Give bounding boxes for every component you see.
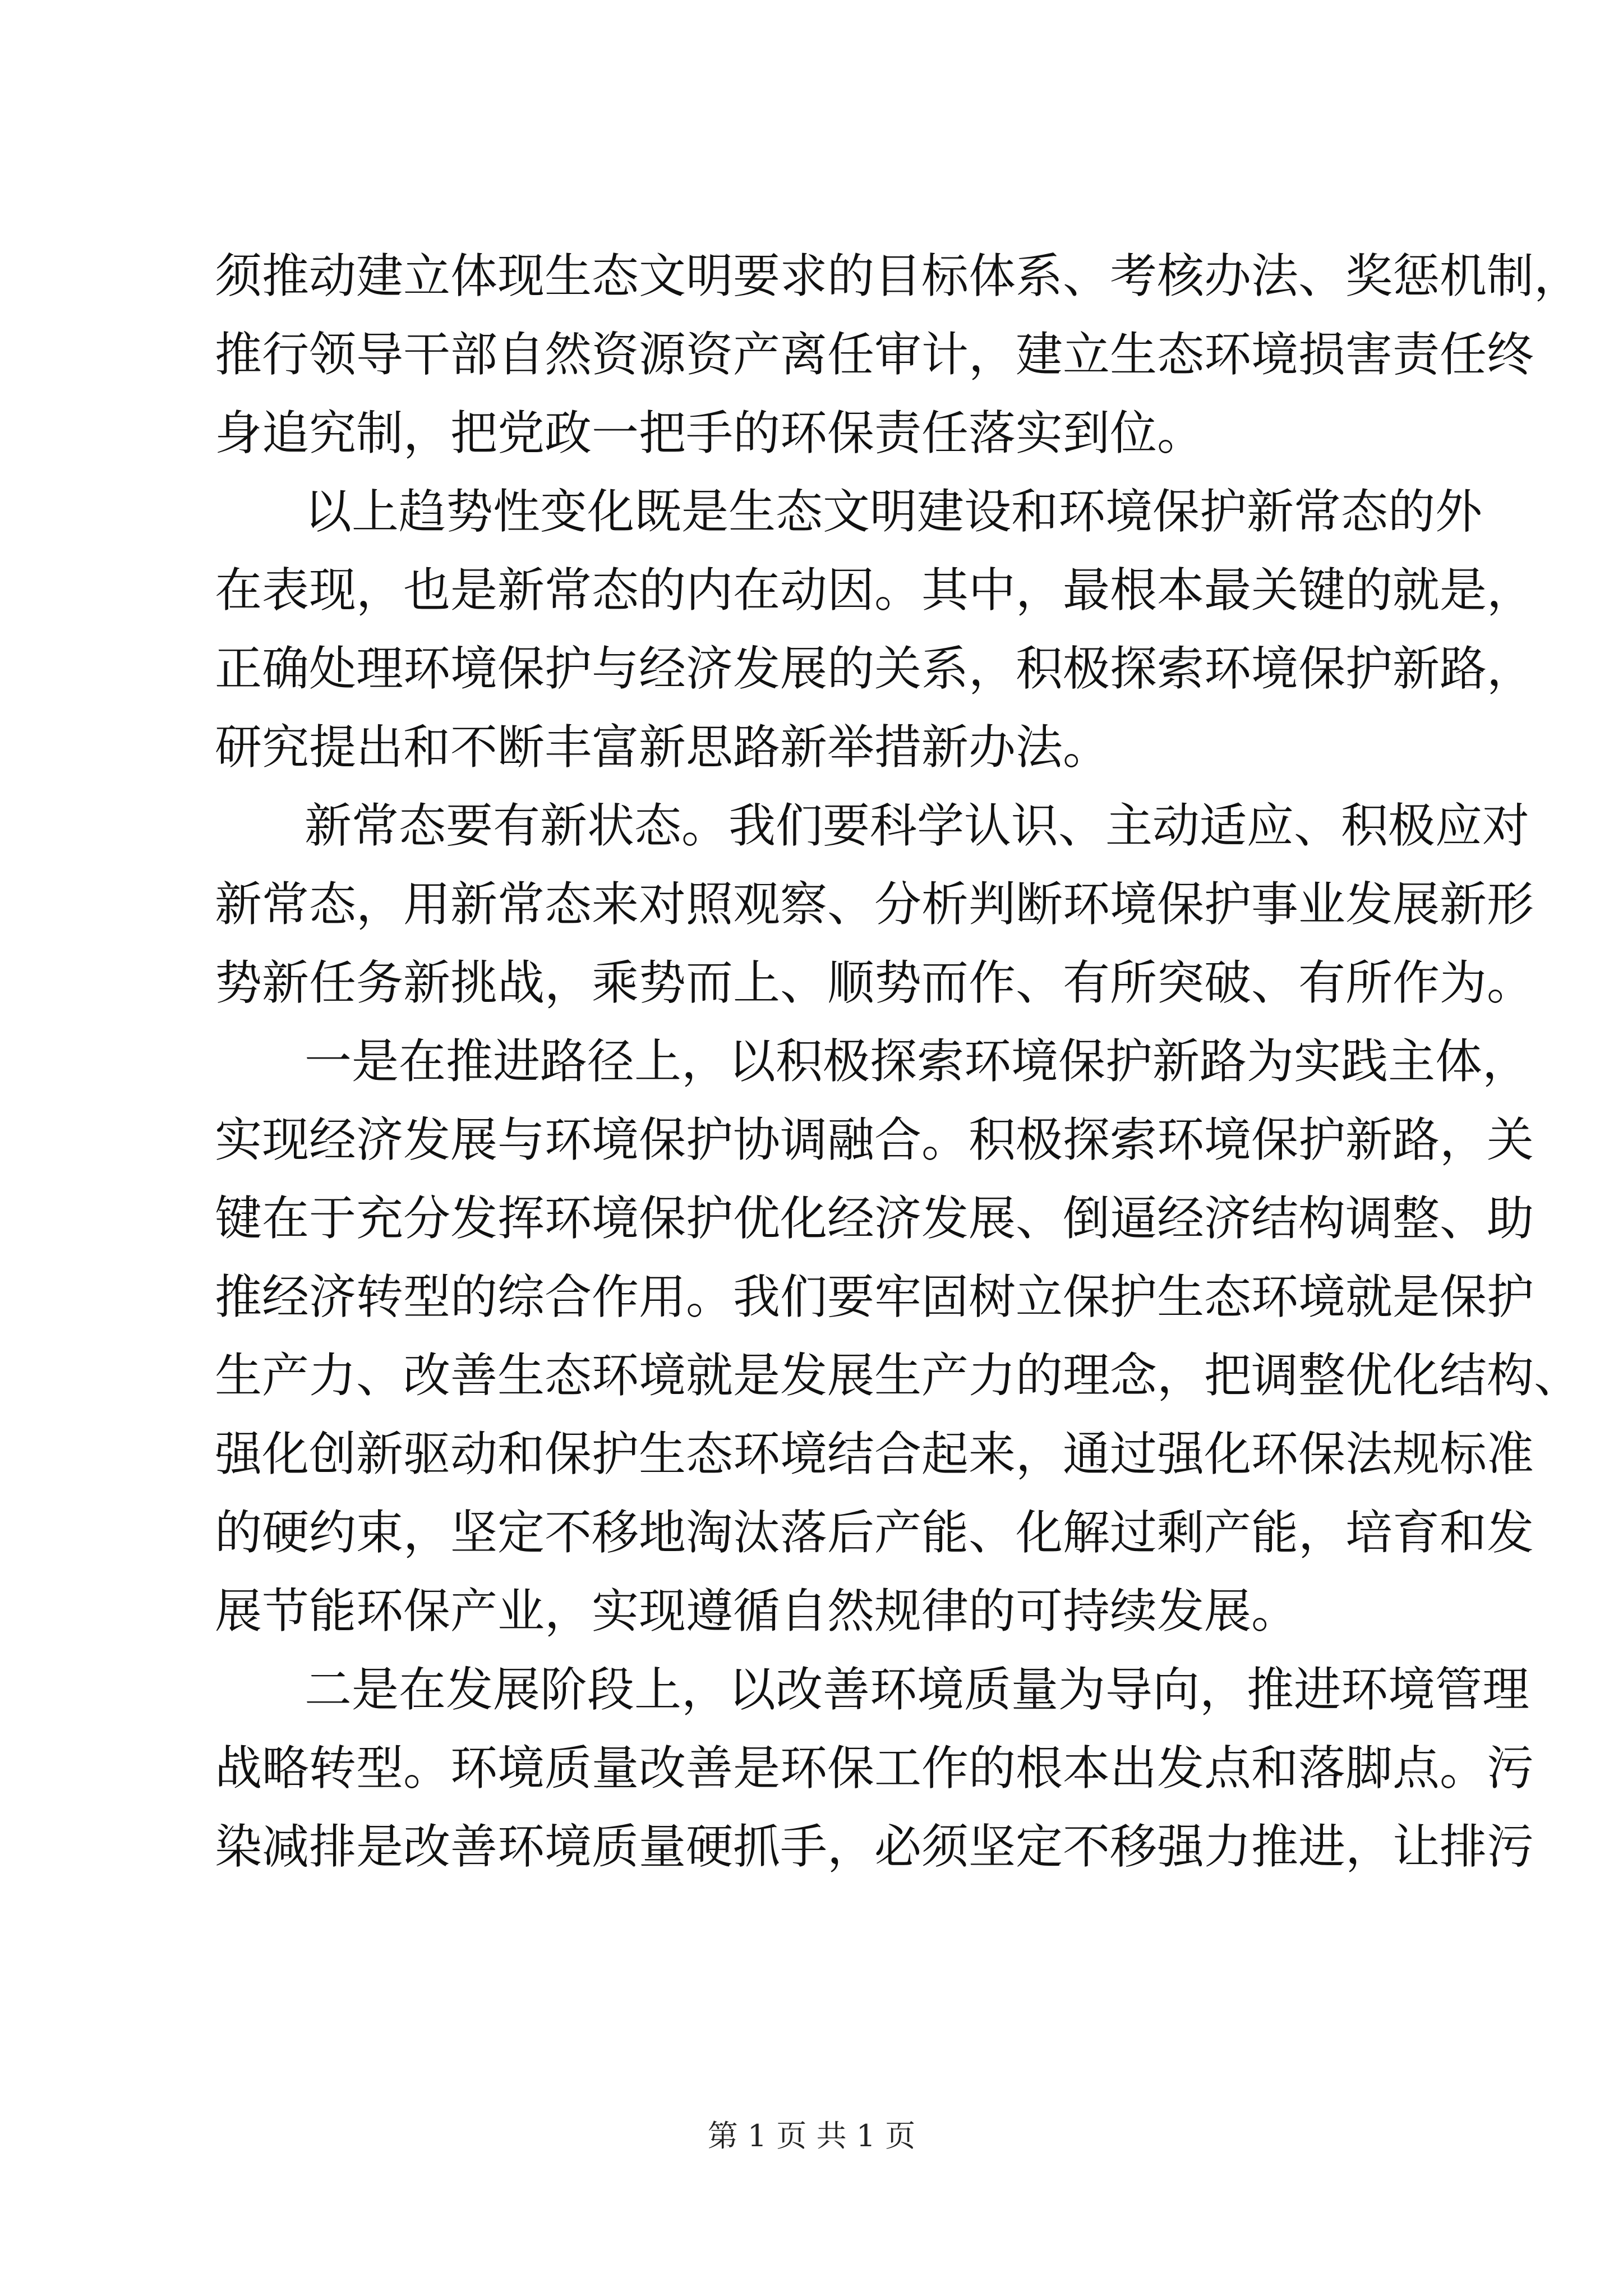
text-line: 战略转型。环境质量改善是环保工作的根本出发点和落脚点。污 bbox=[215, 1741, 1534, 1796]
text-line: 在表现，也是新常态的内在动因。其中，最根本最关键的就是， bbox=[215, 563, 1534, 618]
paragraph-first-line: 二是在发展阶段上，以改善环境质量为导向，推进环境管理 bbox=[305, 1662, 1530, 1717]
text-line: 推经济转型的综合作用。我们要牢固树立保护生态环境就是保护 bbox=[215, 1269, 1534, 1324]
text-line: 研究提出和不断丰富新思路新举措新办法。 bbox=[215, 720, 1110, 775]
text-line: 身追究制，把党政一把手的环保责任落实到位。 bbox=[215, 406, 1205, 461]
page-number-footer: 第 1 页 共 1 页 bbox=[707, 2118, 916, 2154]
text-line: 推行领导干部自然资源资产离任审计，建立生态环境损害责任终 bbox=[215, 327, 1534, 382]
text-line: 正确处理环境保护与经济发展的关系，积极探索环境保护新路， bbox=[215, 641, 1534, 696]
text-line: 染减排是改善环境质量硬抓手，必须坚定不移强力推进，让排污 bbox=[215, 1819, 1534, 1874]
paragraph-first-line: 新常态要有新状态。我们要科学认识、主动适应、积极应对 bbox=[305, 798, 1530, 853]
paragraph-first-line: 以上趋势性变化既是生态文明建设和环境保护新常态的外 bbox=[305, 484, 1483, 539]
text-line: 势新任务新挑战，乘势而上、顺势而作、有所突破、有所作为。 bbox=[215, 955, 1534, 1010]
text-line: 键在于充分发挥环境保护优化经济发展、倒逼经济结构调整、助 bbox=[215, 1191, 1534, 1246]
text-line: 的硬约束，坚定不移地淘汰落后产能、化解过剩产能，培育和发 bbox=[215, 1505, 1534, 1560]
text-line: 展节能环保产业，实现遵循自然规律的可持续发展。 bbox=[215, 1584, 1299, 1639]
paragraph-first-line: 一是在推进路径上，以积极探索环境保护新路为实践主体， bbox=[305, 1034, 1530, 1089]
text-line: 实现经济发展与环境保护协调融合。积极探索环境保护新路，关 bbox=[215, 1112, 1534, 1167]
text-line: 须推动建立体现生态文明要求的目标体系、考核办法、奖惩机制， bbox=[215, 249, 1581, 303]
text-line: 强化创新驱动和保护生态环境结合起来，通过强化环保法规标准 bbox=[215, 1427, 1534, 1481]
text-line: 新常态，用新常态来对照观察、分析判断环境保护事业发展新形 bbox=[215, 877, 1534, 932]
text-line: 生产力、改善生态环境就是发展生产力的理念，把调整优化结构、 bbox=[215, 1348, 1581, 1403]
